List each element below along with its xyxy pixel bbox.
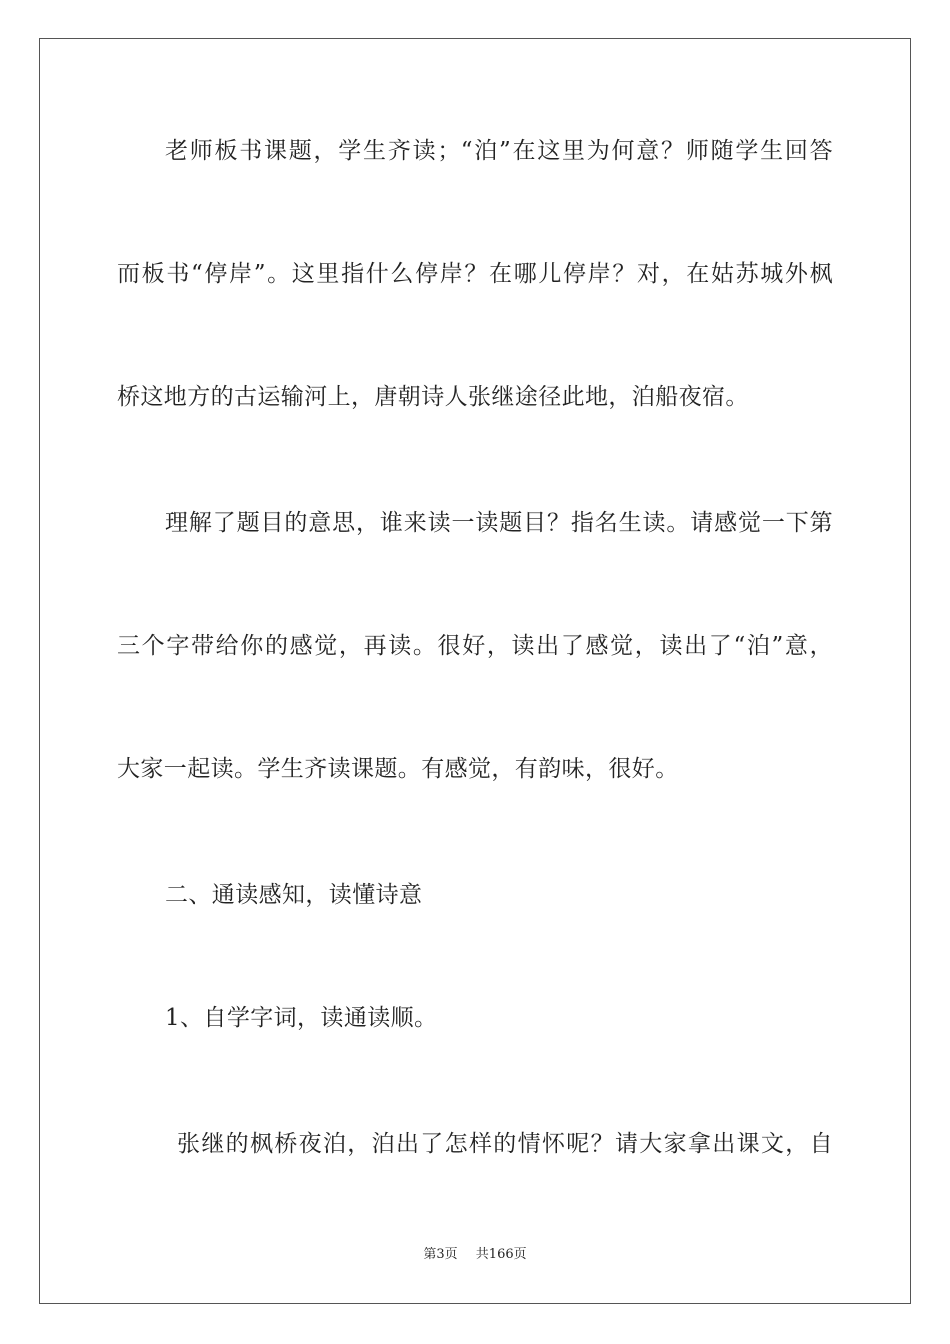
paragraph-line: 老师板书课题，学生齐读；“泊”在这里为何意？师随学生回答	[165, 138, 833, 164]
paragraph-line: 桥这地方的古运输河上，唐朝诗人张继途径此地，泊船夜宿。	[117, 384, 749, 410]
page-footer	[0, 1246, 950, 1264]
paragraph-line: 张继的枫桥夜泊，泊出了怎样的情怀呢？请大家拿出课文，自	[177, 1131, 833, 1157]
paragraph-line: 三个字带给你的感觉，再读。很好，读出了感觉，读出了“泊”意，	[117, 633, 833, 659]
page-total: 共166页	[475, 1247, 527, 1262]
section-heading: 二、通读感知，读懂诗意	[165, 882, 423, 908]
paragraph-line: 理解了题目的意思，谁来读一读题目？指名生读。请感觉一下第	[165, 510, 833, 536]
page-number: 第3页	[423, 1247, 458, 1262]
page-border	[39, 38, 911, 1304]
paragraph-line: 而板书“停岸”。这里指什么停岸？在哪儿停岸？对，在姑苏城外枫	[117, 261, 833, 287]
paragraph-line: 大家一起读。学生齐读课题。有感觉，有韵味，很好。	[117, 756, 679, 782]
subsection-heading: 1、自学字词，读通读顺。	[165, 1005, 438, 1031]
